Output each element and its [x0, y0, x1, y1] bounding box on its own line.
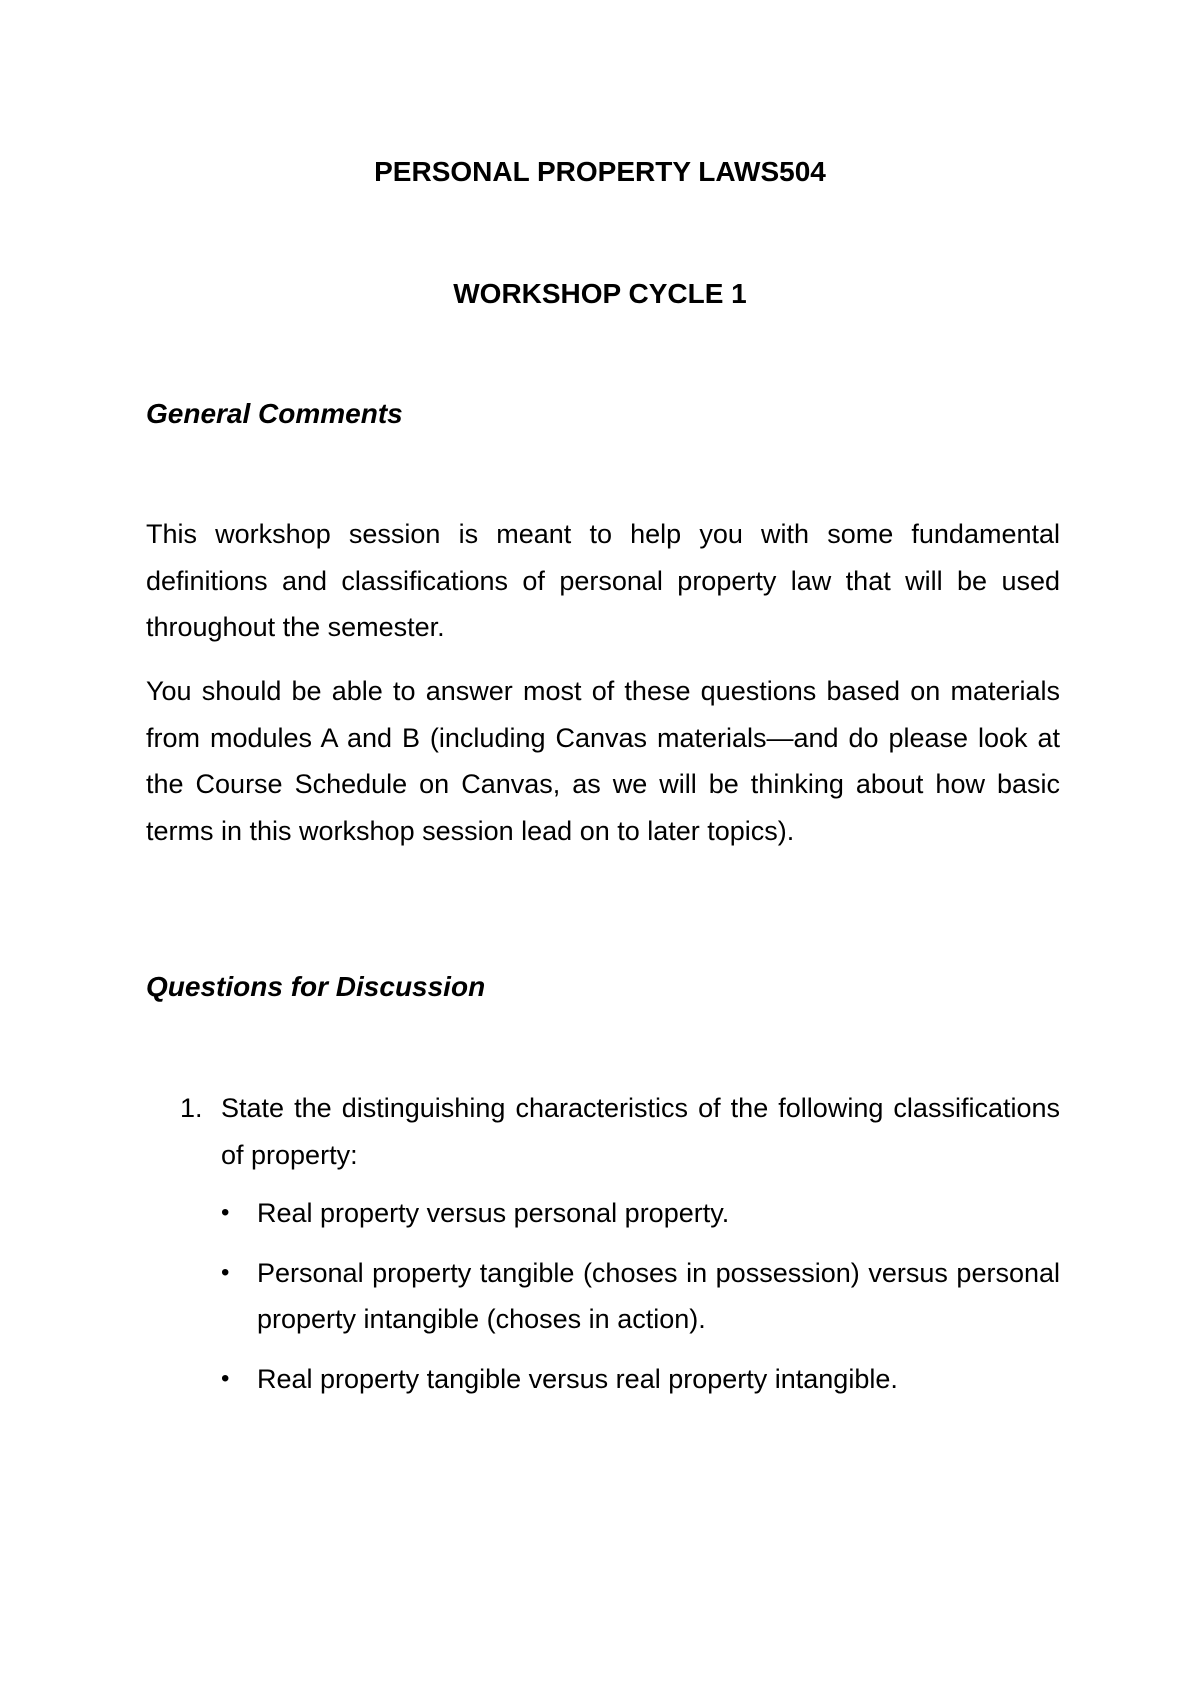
document-subtitle: WORKSHOP CYCLE 1: [453, 278, 747, 309]
question-item-1: [146, 1085, 1060, 1402]
general-comments-paragraph-2: You should be able to answer most of these questions based on materials from modules A and B (including Canvas materials—and do please look at the Course Schedule on Canvas, as we will be thinking about how basic terms in this workshop session lead on to later topics).: [146, 676, 1060, 846]
bullet-text: Real property versus personal property.: [257, 1198, 730, 1228]
bullet-item-2: [221, 1250, 1060, 1343]
questions-heading: Questions for Discussion: [146, 971, 486, 1002]
general-comments-paragraph-1: This workshop session is meant to help you with some fundamental definitions and classifications of personal property law that will be used throughout the semester.: [146, 519, 1060, 642]
question-bullet-list: [221, 1190, 1060, 1402]
bullet-icon: •: [221, 1199, 230, 1226]
question-number: 1.: [180, 1093, 203, 1123]
bullet-icon: •: [221, 1258, 230, 1286]
bullet-item-1: [221, 1190, 1060, 1237]
bullet-icon: •: [221, 1364, 230, 1392]
questions-list: [146, 1085, 1060, 1415]
bullet-item-3: [221, 1356, 1060, 1403]
bullet-text: Personal property tangible (choses in possession) versus personal property intangible (choses in action).: [257, 1257, 1060, 1334]
bullet-text: Real property tangible versus real property intangible.: [257, 1363, 898, 1394]
general-comments-heading: General Comments: [146, 398, 403, 429]
question-text: State the distinguishing characteristics of the following classifications of property:: [221, 1093, 1060, 1170]
document-title: PERSONAL PROPERTY LAWS504: [374, 156, 826, 187]
